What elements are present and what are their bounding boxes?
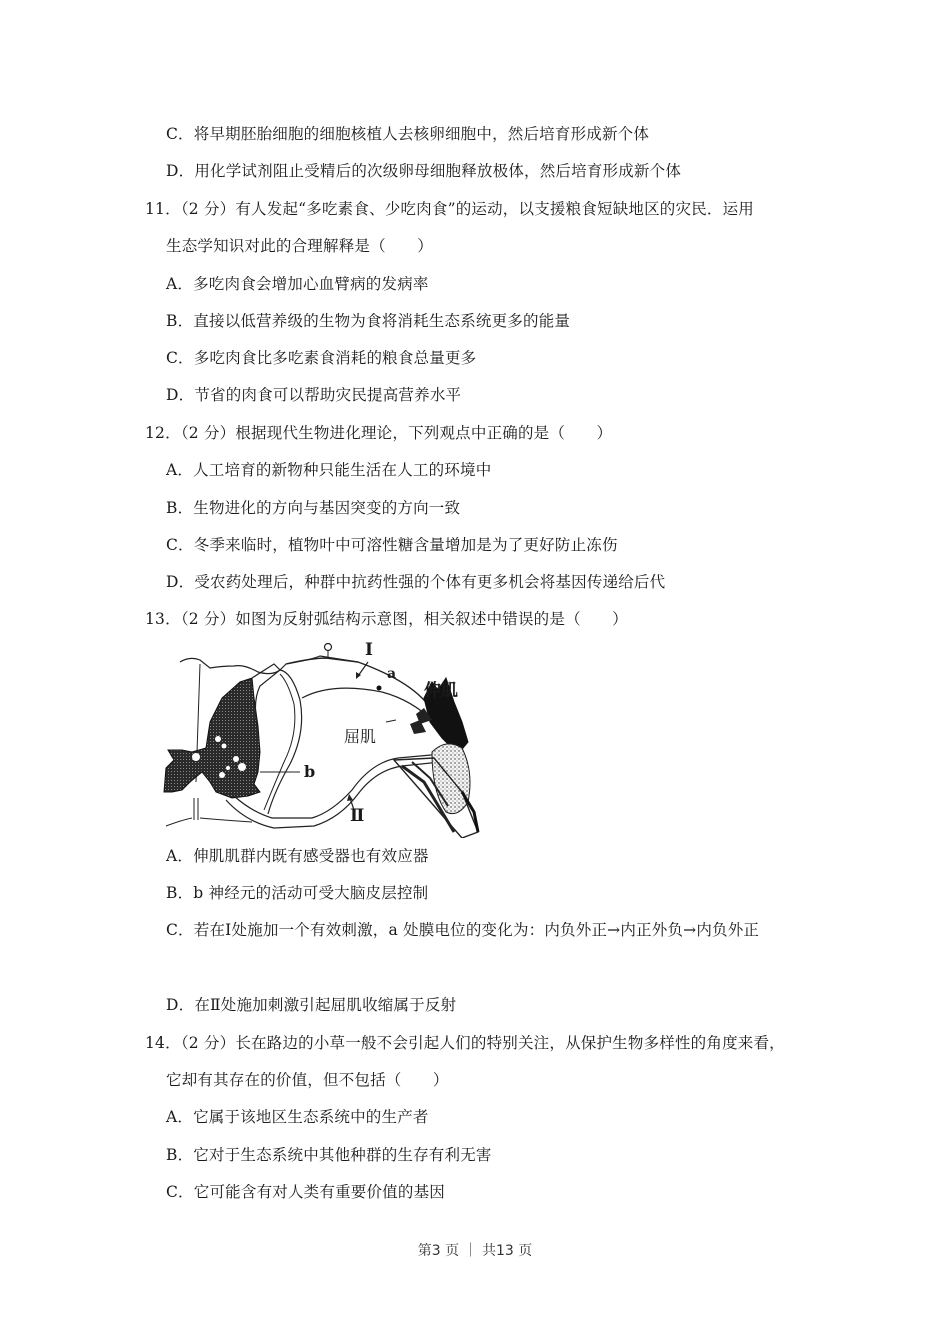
option-text: 用化学试剂阻止受精后的次级卵母细胞释放极体，然后培育形成新个体: [194, 162, 682, 180]
option-text: 它属于该地区生态系统中的生产者: [193, 1108, 429, 1126]
q12-option-d: [166, 572, 665, 592]
option-text: 人工培育的新物种只能生活在人工的环境中: [193, 461, 492, 479]
option-text: 冬季来临时，植物叶中可溶性糖含量增加是为了更好防止冻伤: [193, 536, 618, 554]
q11-stem-line2: 生态学知识对此的合理解释是（ ）: [166, 237, 433, 255]
option-label: B．: [166, 312, 194, 330]
label-a: a: [387, 666, 397, 682]
option-text: 直接以低营养级的生物为食将消耗生态系统更多的能量: [193, 312, 571, 330]
q11-option-b: [166, 311, 570, 331]
label-b: b: [304, 762, 316, 781]
q12-option-a: [166, 460, 491, 480]
option-text: 它对于生态系统中其他种群的生存有利无害: [193, 1146, 492, 1164]
label-I: Ⅰ: [365, 640, 373, 660]
q13-option-c: [166, 920, 759, 940]
q11-option-a: [166, 274, 429, 294]
option-label: A．: [166, 275, 194, 293]
q14-stem-line2: 它却有其存在的价值，但不包括（ ）: [166, 1071, 449, 1089]
option-label: C．: [166, 125, 194, 143]
q13-stem-line1: 13．（2 分）如图为反射弧结构示意图，相关叙述中错误的是（ ）: [145, 610, 628, 628]
option-text: 若在Ⅰ处施加一个有效刺激，a 处膜电位的变化为：内负外正→内正外负→内负外正: [193, 921, 760, 939]
option-label: D．: [166, 996, 195, 1014]
label-flexor: 屈肌: [344, 727, 377, 746]
q14-stem-line1: 14．（2 分）长在路边的小草一般不会引起人们的特别关注，从保护生物多样性的角度来看，: [145, 1034, 785, 1052]
label-extensor: 伸肌: [424, 681, 458, 701]
option-label: C．: [166, 536, 194, 554]
q13-option-a: [166, 846, 429, 866]
q14-option-c: [166, 1182, 445, 1202]
option-text: 将早期胚胎细胞的细胞核植人去核卵细胞中，然后培育形成新个体: [193, 125, 650, 143]
q12-option-b: [166, 498, 460, 518]
option-label: D．: [166, 386, 195, 404]
option-label: A．: [166, 1108, 194, 1126]
q14-option-b: [166, 1145, 492, 1165]
q11-option-c: [166, 348, 476, 368]
option-text: 受农药处理后，种群中抗药性强的个体有更多机会将基因传递给后代: [194, 573, 666, 591]
q13-option-b: [166, 883, 428, 903]
option-label: B．: [166, 499, 194, 517]
option-label: D．: [166, 162, 195, 180]
q11-option-d: [166, 385, 461, 405]
label-II: Ⅱ: [350, 806, 365, 826]
q12-option-c: [166, 535, 618, 555]
q11-stem-line1: 11．（2 分）有人发起“多吃素食、少吃肉食”的运动，以支援粮食短缺地区的灾民．运用: [145, 200, 755, 218]
option-label: C．: [166, 349, 194, 367]
option-label: B．: [166, 1146, 194, 1164]
option-text: 多吃肉食会增加心血臂病的发病率: [193, 275, 429, 293]
q14-option-a: [166, 1107, 429, 1127]
option-text: 节省的肉食可以帮助灾民提高营养水平: [194, 386, 462, 404]
reflex-arc-diagram: [162, 642, 482, 838]
option-label: A．: [166, 461, 194, 479]
q10-option-d: [166, 161, 681, 181]
q13-option-d: [166, 995, 456, 1015]
option-label: C．: [166, 921, 194, 939]
option-text: 在Ⅱ处施加刺激引起屈肌收缩属于反射: [194, 996, 457, 1014]
option-text: 伸肌肌群内既有感受器也有效应器: [193, 847, 429, 865]
q10-option-c: [166, 124, 649, 144]
option-label: A．: [166, 847, 194, 865]
option-text: 它可能含有对人类有重要价值的基因: [193, 1183, 445, 1201]
q12-stem-line1: 12．（2 分）根据现代生物进化理论，下列观点中正确的是（ ）: [145, 424, 613, 442]
option-text: 多吃肉食比多吃素食消耗的粮食总量更多: [193, 349, 477, 367]
option-label: C．: [166, 1183, 194, 1201]
option-label: B．: [166, 884, 194, 902]
option-text: b 神经元的活动可受大脑皮层控制: [193, 884, 429, 902]
page-footer: 第3 页 ｜ 共13 页: [417, 1243, 533, 1259]
option-text: 生物进化的方向与基因突变的方向一致: [193, 499, 461, 517]
option-label: D．: [166, 573, 195, 591]
